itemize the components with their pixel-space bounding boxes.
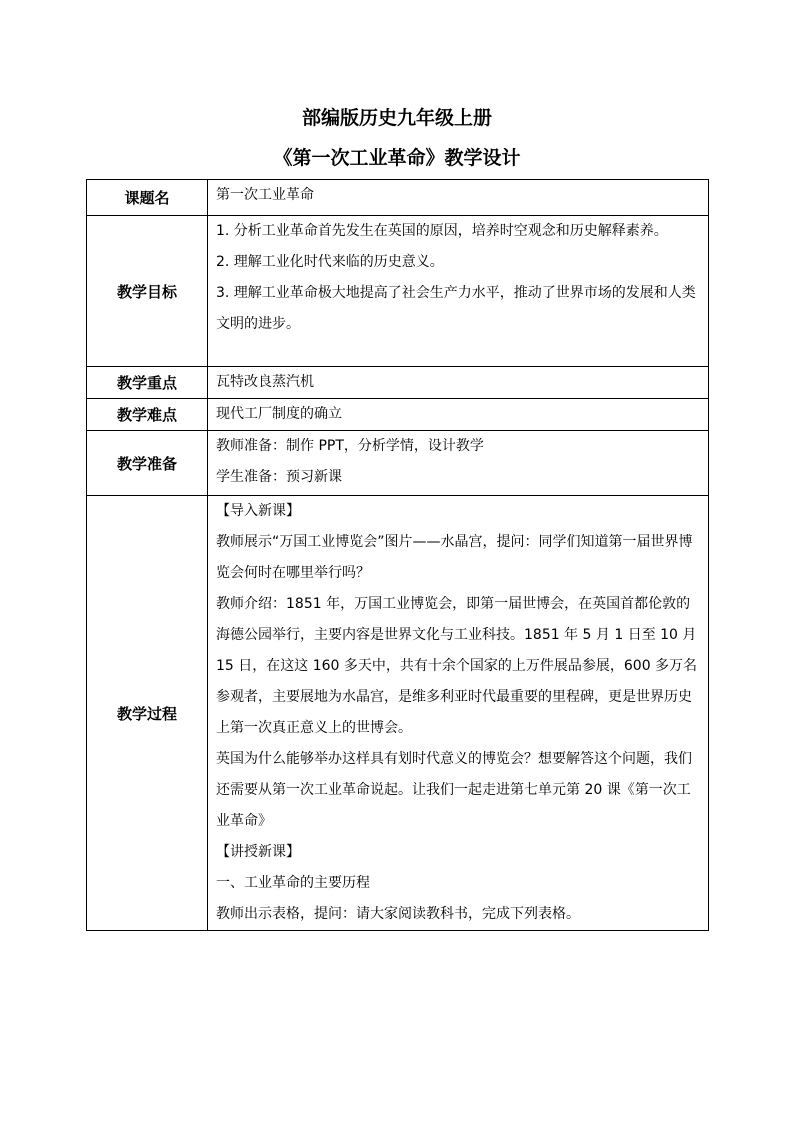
goals-label: 教学目标 (87, 216, 208, 367)
topic-label: 课题名 (87, 180, 208, 216)
key-point-value (208, 367, 709, 399)
process-value (208, 496, 709, 931)
process-paragraph: 教师展示“万国工业博览会”图片——水晶宫，提问：同学们知道第一届世界博览会何时在哪里举行吗？ (216, 534, 693, 581)
process-paragraph: 【导入新课】 (216, 503, 300, 519)
process-label: 教学过程 (87, 496, 208, 931)
preparation-label: 教学准备 (87, 431, 208, 496)
process-paragraph: 教师出示表格，提问：请大家阅读教科书，完成下列表格。 (216, 906, 580, 922)
table-row-preparation (87, 431, 709, 496)
key-point-text: 瓦特改良蒸汽机 (216, 374, 314, 390)
table-row-topic (87, 180, 709, 216)
goal-item: 3. 理解工业革命极大地提高了社会生产力水平，推动了世界市场的发展和人类文明的进步。 (216, 285, 696, 332)
process-paragraph: 教师介绍：1851 年，万国工业博览会，即第一届世博会，在英国首都伦敦的海德公园举行，主要内容是世界文化与工业科技。1851 年 5 月 1 日至 10 月 15 日，在这这 160 多天中，共有十余个国家的上万件展品参展，600 多万名参观者，主要展地为水晶宫，是维多利亚时代最重要的里程碑，更是世界历史上第一次真正意义上的世博会。 (216, 596, 698, 736)
goals-value (208, 216, 709, 367)
goal-item: 1. 分析工业革命首先发生在英国的原因，培养时空观念和历史解释素养。 (216, 223, 668, 239)
process-paragraph: 英国为什么能够举办这样具有划时代意义的博览会？想要解答这个问题，我们还需要从第一次工业革命说起。让我们一起走进第七单元第 20 课《第一次工业革命》 (216, 751, 692, 829)
lesson-plan-table (86, 179, 709, 931)
difficulty-label: 教学难点 (87, 399, 208, 431)
teacher-preparation: 教师准备：制作 PPT，分析学情，设计教学 (216, 438, 484, 454)
topic-value (208, 180, 709, 216)
table-row-goals (87, 216, 709, 367)
difficulty-value (208, 399, 709, 431)
key-point-label: 教学重点 (87, 367, 208, 399)
document-subtitle: 《第一次工业革命》教学设计 (273, 147, 521, 169)
topic-text: 第一次工业革命 (216, 187, 314, 203)
difficulty-text: 现代工厂制度的确立 (216, 406, 342, 422)
process-paragraph: 【讲授新课】 (216, 844, 300, 860)
document-title: 部编版历史九年级上册 (301, 107, 492, 129)
process-paragraph: 一、工业革命的主要历程 (216, 875, 370, 891)
goal-item: 2. 理解工业化时代来临的历史意义。 (216, 254, 444, 270)
table-row-difficulty (87, 399, 709, 431)
preparation-value (208, 431, 709, 496)
table-row-process (87, 496, 709, 931)
table-row-key-point (87, 367, 709, 399)
student-preparation: 学生准备：预习新课 (216, 469, 342, 485)
